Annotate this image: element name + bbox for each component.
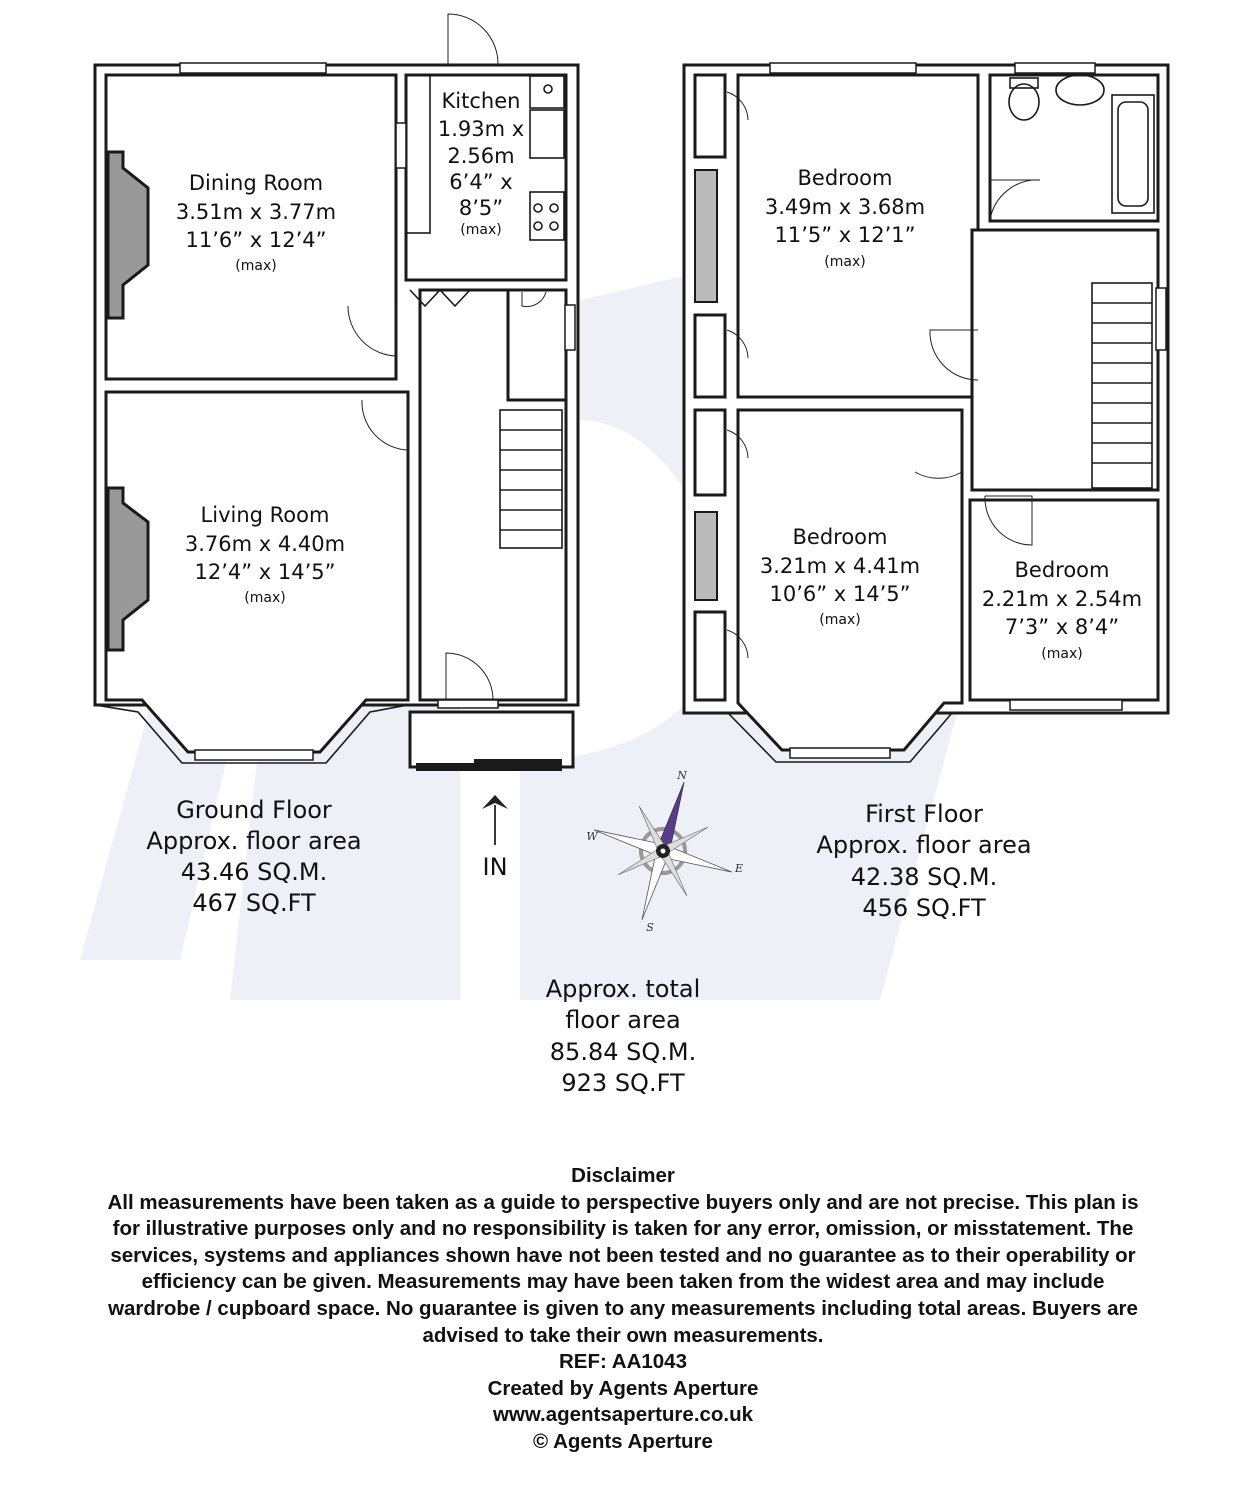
bedroom-1-chimney	[695, 170, 717, 302]
landing	[972, 230, 1158, 490]
svg-text:85.84 SQ.M.: 85.84 SQ.M.	[549, 1038, 697, 1066]
svg-text:3.76m x 4.40m: 3.76m x 4.40m	[184, 532, 346, 556]
svg-text:1.93m x: 1.93m x	[437, 117, 525, 141]
bedroom-1-name: Bedroom	[797, 166, 893, 190]
svg-text:923 SQ.FT: 923 SQ.FT	[561, 1069, 685, 1097]
svg-text:456 SQ.FT: 456 SQ.FT	[862, 894, 986, 922]
svg-text:(max): (max)	[819, 612, 861, 628]
disclaimer-line: wardrobe / cupboard space. No guarantee is given to any measurements including total areas. Buyers are	[108, 1296, 1138, 1320]
svg-text:11’6” x 12’4”: 11’6” x 12’4”	[185, 228, 327, 252]
reference-number: REF: AA1043	[559, 1350, 687, 1374]
svg-text:8’5”: 8’5”	[458, 196, 504, 220]
svg-text:42.38 SQ.M.: 42.38 SQ.M.	[850, 863, 998, 891]
disclaimer-line: for illustrative purposes only and no responsibility is taken for any error, omission, or misstatement. The	[112, 1217, 1134, 1241]
svg-text:3.21m x 4.41m: 3.21m x 4.41m	[759, 554, 921, 578]
disclaimer-line: All measurements have been taken as a guide to perspective buyers only and are not precise. This plan is	[107, 1190, 1139, 1214]
svg-text:Approx. floor area: Approx. floor area	[816, 831, 1032, 859]
svg-text:N: N	[677, 769, 687, 782]
disclaimer-line: services, systems and appliances shown have not been tested and no guarantee as to their operability or	[110, 1243, 1136, 1267]
disclaimer-line: efficiency can be given. Measurements may have been taken from the widest area and may include	[141, 1270, 1105, 1294]
entrance-label: IN	[482, 853, 508, 881]
svg-text:Approx. total: Approx. total	[545, 975, 701, 1003]
bedroom-2-name: Bedroom	[792, 525, 888, 549]
svg-text:S: S	[646, 921, 654, 934]
svg-text:3.51m x 3.77m: 3.51m x 3.77m	[175, 200, 337, 224]
bedroom-2	[738, 410, 962, 750]
svg-text:Ground Floor: Ground Floor	[176, 796, 332, 824]
first-floor-plan	[684, 63, 1168, 762]
website-link[interactable]: www.agentsaperture.co.uk	[492, 1403, 754, 1427]
bathroom	[990, 75, 1158, 221]
svg-text:2.56m: 2.56m	[447, 144, 515, 168]
entrance-arrow	[482, 795, 508, 845]
svg-text:Approx. floor area: Approx. floor area	[146, 827, 362, 855]
svg-text:2.21m x 2.54m: 2.21m x 2.54m	[981, 587, 1143, 611]
svg-text:(max): (max)	[1041, 646, 1083, 662]
kitchen-name: Kitchen	[441, 89, 521, 113]
svg-text:43.46 SQ.M.: 43.46 SQ.M.	[180, 858, 328, 886]
svg-text:6’4” x: 6’4” x	[449, 170, 513, 194]
svg-text:11’5” x 12’1”: 11’5” x 12’1”	[774, 223, 916, 247]
svg-text:7’3” x 8’4”: 7’3” x 8’4”	[1004, 615, 1120, 639]
dining-room-name: Dining Room	[188, 171, 324, 195]
svg-text:(max): (max)	[460, 222, 502, 238]
svg-text:3.49m x 3.68m: 3.49m x 3.68m	[764, 195, 926, 219]
total-area-summary	[546, 975, 701, 1097]
svg-text:W: W	[586, 830, 598, 843]
created-by: Created by Agents Aperture	[487, 1376, 759, 1400]
disclaimer-line: advised to take their own measurements.	[422, 1323, 824, 1347]
disclaimer-title: Disclaimer	[571, 1164, 675, 1187]
svg-text:(max): (max)	[824, 254, 866, 270]
disclaimer-block	[20, 1163, 1226, 1456]
svg-text:(max): (max)	[235, 258, 277, 274]
bedroom-2-chimney	[695, 512, 717, 600]
living-room-name: Living Room	[200, 503, 330, 527]
bedroom-3-name: Bedroom	[1014, 558, 1110, 582]
svg-text:10’6” x 14’5”: 10’6” x 14’5”	[769, 582, 911, 606]
copyright: © Agents Aperture	[533, 1429, 713, 1453]
svg-text:12’4” x 14’5”: 12’4” x 14’5”	[194, 560, 336, 584]
svg-text:467 SQ.FT: 467 SQ.FT	[192, 889, 316, 917]
porch	[410, 712, 573, 767]
svg-text:floor area: floor area	[565, 1006, 681, 1034]
svg-text:E: E	[734, 862, 744, 875]
svg-text:(max): (max)	[244, 590, 286, 606]
svg-text:First Floor: First Floor	[865, 800, 983, 828]
